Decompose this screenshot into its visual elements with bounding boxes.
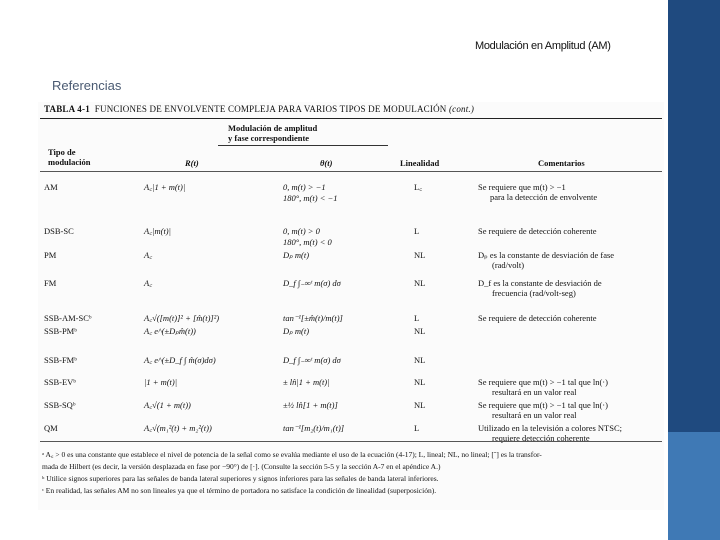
header-theta: θ(t) — [320, 158, 333, 168]
cell-r: A꜀|1 + m(t)| — [144, 182, 186, 192]
cell-linealidad: L — [414, 226, 420, 236]
header-tipo — [48, 147, 91, 167]
cell-tipo: SSB-SQᵇ — [44, 400, 76, 410]
cell-theta: Dₚ m(t) — [283, 250, 310, 260]
cell-r: A꜀ — [144, 250, 153, 260]
header-tipo-line2: modulación — [48, 157, 91, 167]
cell-comentario: para la detección de envolvente — [490, 192, 598, 202]
caption-text: FUNCIONES DE ENVOLVENTE COMPLEJA PARA VARIOS TIPOS DE MODULACIÓN — [94, 104, 447, 114]
cell-tipo: SSB-PMᵇ — [44, 326, 77, 336]
table-caption — [44, 104, 474, 114]
cell-tipo: SSB-FMᵇ — [44, 355, 77, 365]
cell-linealidad: NL — [414, 355, 426, 365]
cell-tipo: AM — [44, 182, 58, 192]
cell-comentario: Se requiere que m(t) > −1 tal que ln(·) — [478, 377, 608, 387]
footnote-line: mada de Hilbert (es decir, la versión desplazada en fase por −90°) de [·]. (Consulte la sección 5-5 y la sección A-7 en el apéndice A.) — [42, 462, 441, 471]
cell-linealidad: NL — [414, 326, 426, 336]
slide-subtitle: Referencias — [52, 78, 122, 93]
cell-comentario: Dₚ es la constante de desviación de fase — [478, 250, 615, 260]
cell-tipo: PM — [44, 250, 57, 260]
cell-theta: D_f ∫₋∞ᵗ m(σ) dσ — [283, 278, 341, 288]
group-header — [228, 123, 317, 143]
header-comentarios: Comentarios — [538, 158, 585, 168]
cell-r: A꜀ e^(±Dₚm̂(t)) — [144, 326, 196, 336]
cell-r: A꜀ — [144, 278, 153, 288]
cell-theta: ±½ ln̂[1 + m(t)] — [283, 400, 338, 410]
caption-cont: (cont.) — [448, 104, 475, 114]
cell-tipo: SSB-AM-SCᵇ — [44, 313, 92, 323]
footnote-line: ᶜ En realidad, las señales AM no son lineales ya que el término de portadora no satisface la condición de linealidad (superposición). — [42, 486, 437, 495]
table-scan — [38, 102, 664, 510]
cell-linealidad: L — [414, 313, 420, 323]
top-rule — [40, 118, 662, 119]
slide-title: Modulación en Amplitud (AM) — [475, 40, 611, 52]
cell-r: A꜀√(m₁²(t) + m₂²(t)) — [144, 423, 212, 433]
group-header-line1: Modulación de amplitud — [228, 123, 318, 133]
cell-theta: D_f ∫₋∞ᵗ m(σ) dσ — [283, 355, 341, 365]
cell-comentario: Se requiere de detección coherente — [478, 226, 597, 236]
group-underline — [218, 145, 388, 146]
cell-theta: 0, m(t) > −1 — [283, 182, 326, 192]
cell-comentario: Se requiere de detección coherente — [478, 313, 597, 323]
bottom-rule — [40, 441, 662, 442]
cell-r: A꜀√([m(t)]² + [m̂(t)]²) — [144, 313, 220, 323]
cell-r: |1 + m(t)| — [144, 377, 178, 387]
cell-comentario: frecuencia (rad/volt-seg) — [492, 288, 576, 298]
cell-comentario: D_f es la constante de desviación de — [478, 278, 602, 288]
cell-comentario: Se requiere que m(t) > −1 — [478, 182, 566, 192]
cell-tipo: QM — [44, 423, 58, 433]
cell-theta: 0, m(t) > 0 — [283, 226, 320, 236]
cell-tipo: DSB-SC — [44, 226, 74, 236]
cell-comentario: (rad/volt) — [492, 260, 525, 270]
header-tipo-line1: Tipo de — [48, 147, 76, 157]
caption-label: TABLA 4-1 — [44, 104, 90, 114]
cell-theta: tan⁻¹[±m̂(t)/m(t)] — [283, 313, 343, 323]
cell-r: A꜀√(1 + m(t)) — [144, 400, 191, 410]
header-rule — [40, 171, 662, 172]
cell-tipo: SSB-EVᵇ — [44, 377, 76, 387]
cell-r: A꜀ e^(±D_f ∫ m̂(σ)dσ) — [144, 355, 216, 365]
cell-theta: Dₚ m(t) — [283, 326, 310, 336]
group-header-line2: y fase correspondiente — [228, 133, 310, 143]
cell-linealidad: NL — [414, 377, 426, 387]
header-r: R(t) — [185, 158, 199, 168]
footnote-line: ᵃ A꜀ > 0 es una constante que establece el nivel de potencia de la señal como se evalúa mediante el uso de la ecuación (4-17); L, lineal; NL, no lineal; [ˆ] es la transfor- — [42, 450, 542, 459]
cell-tipo: FM — [44, 278, 57, 288]
cell-theta: tan⁻¹[m₂(t)/m₁(t)] — [283, 423, 345, 433]
cell-linealidad: NL — [414, 250, 426, 260]
footnote-line: ᵇ Utilice signos superiores para las señales de banda lateral superiores y signos inferiores para las señales de banda lateral inferiores. — [42, 474, 439, 483]
cell-linealidad: L꜀ — [414, 182, 423, 192]
cell-theta: ± ln̂|1 + m(t)| — [283, 377, 330, 387]
cell-comentario: resultará en un valor real — [492, 387, 577, 397]
cell-r: A꜀|m(t)| — [144, 226, 171, 236]
cell-comentario: Se requiere que m(t) > −1 tal que ln(·) — [478, 400, 608, 410]
cell-theta: 180°, m(t) < 0 — [283, 237, 332, 247]
cell-linealidad: NL — [414, 278, 426, 288]
cell-comentario: Utilizado en la televisión a colores NTSC; — [478, 423, 622, 433]
cell-theta: 180°, m(t) < −1 — [283, 193, 338, 203]
cell-comentario: resultará en un valor real — [492, 410, 577, 420]
sidebar-accent-block — [668, 432, 720, 540]
cell-linealidad: L — [414, 423, 420, 433]
header-linealidad: Linealidad — [400, 158, 440, 168]
cell-comentario: requiere detección coherente — [492, 433, 590, 443]
cell-linealidad: NL — [414, 400, 426, 410]
